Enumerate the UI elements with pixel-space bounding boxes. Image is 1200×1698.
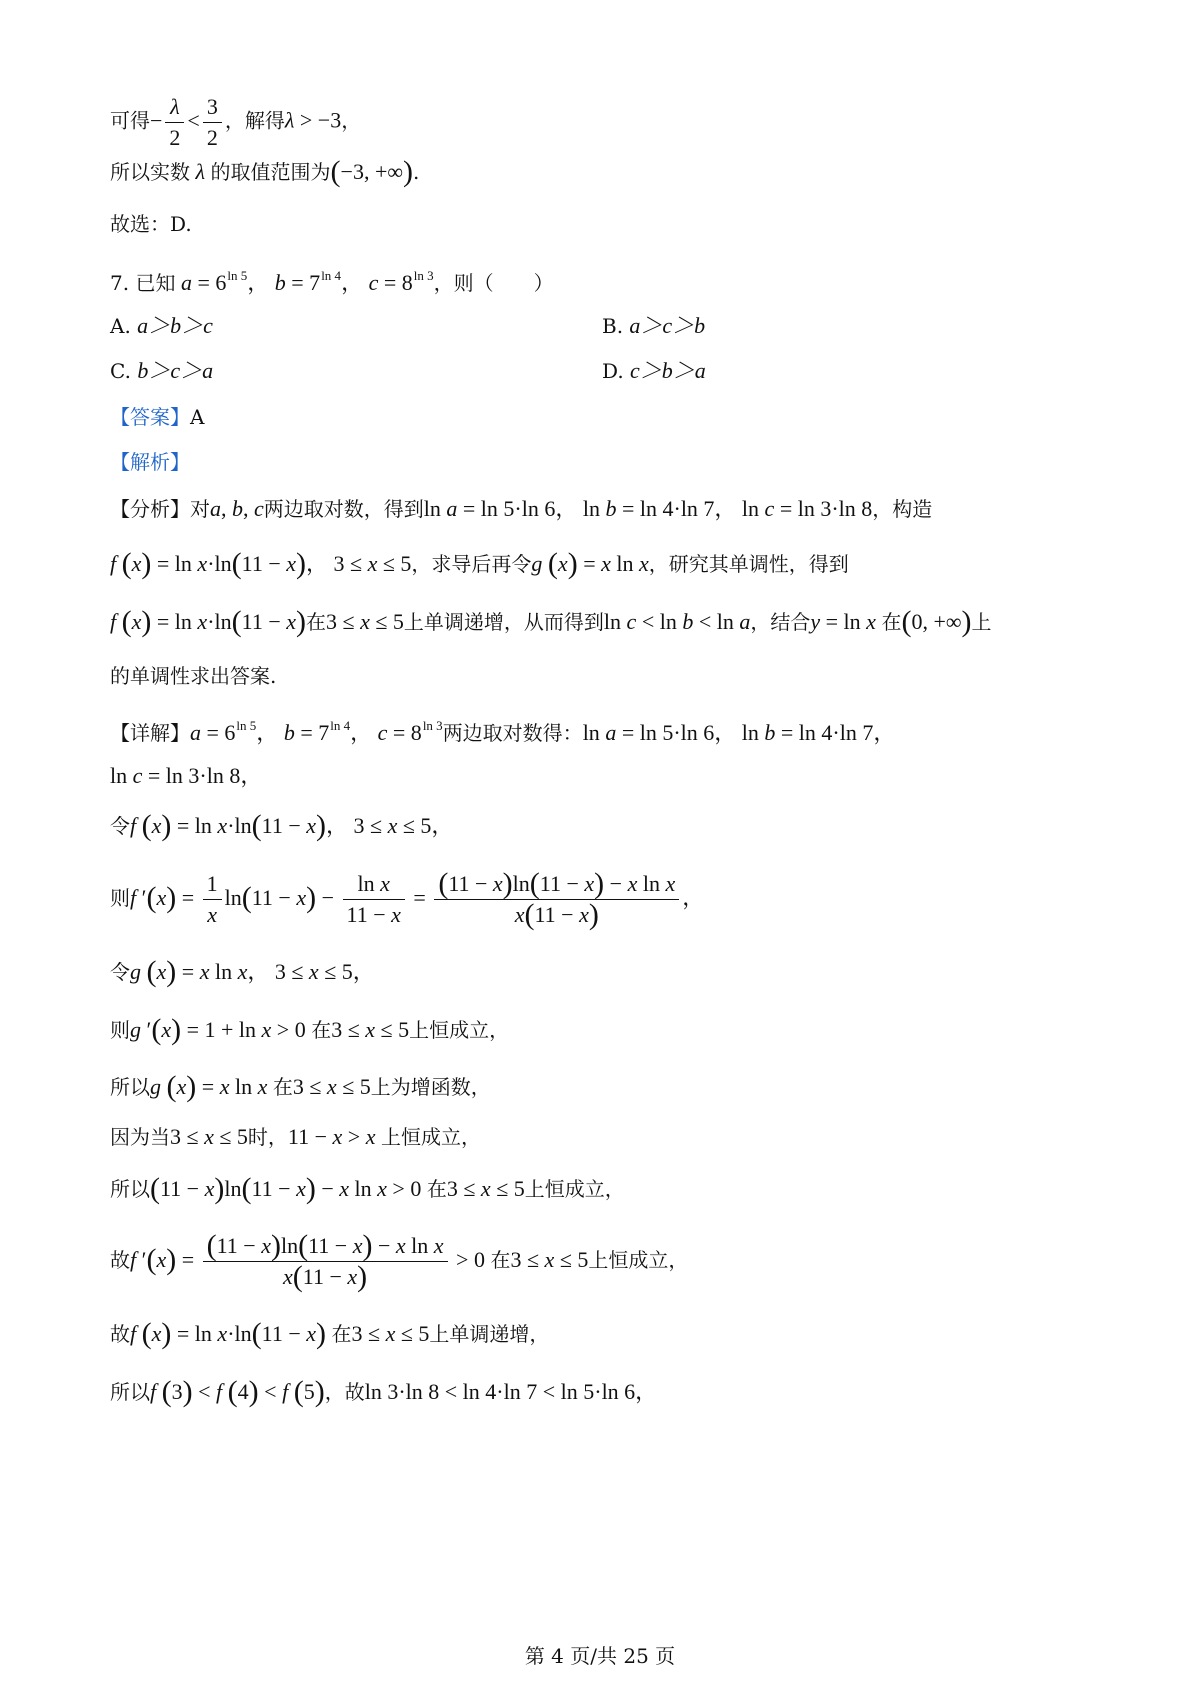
xiangjie-line-12: 所以f (3) < f (4) < f (5)，故ln 3·ln 8 < ln 4·ln 7 < ln 5·ln 6， <box>110 1375 658 1408</box>
xiangjie-line-10: 故f ′(x) = $\frac{\text{(11 − x)ln(11 − x) − x ln x}}{x(11 - x)}$ > 0 在3 ≤ x ≤ 5上恒成立， <box>110 1229 689 1294</box>
xiangjie-line-8: 因为当3 ≤ x ≤ 5时，11 − x > x 上恒成立， <box>110 1124 481 1149</box>
fenxi-line-3: f (x) = ln x·ln(11 − x)在3 ≤ x ≤ 5上单调递增，从而得到ln c < ln b < ln a，结合y = ln x 在(0, +∞)上 <box>110 605 992 638</box>
answer-line <box>110 403 204 431</box>
xiangjie-line-6: 则g ′(x) = 1 + ln x > 0 在3 ≤ x ≤ 5上恒成立， <box>110 1013 510 1046</box>
analysis-tag: 【解析】 <box>110 450 190 474</box>
option-c[interactable]: C. b＞c＞a <box>110 358 214 383</box>
option-d[interactable]: D. c＞b＞a <box>602 358 706 383</box>
option-a[interactable]: A. a＞b＞c <box>110 313 213 338</box>
xiangjie-line-4: 则f ′(x) = $\frac{1}{x}$ ln(11 − x) − $\frac{\text{ln x}}{11 - x}$ = $\frac{\text{(11 − x)ln(11 − x) − x ln x}}{x(11 - x)}$ ， <box>110 867 705 932</box>
line-2: 所以实数 λ 的取值范围为(−3, +∞). <box>110 155 420 188</box>
fenxi-line-1: 【分析】对a, b, c两边取对数，得到ln a = ln 5·ln 6， ln b = ln 4·ln 7， ln c = ln 3·ln 8，构造 <box>110 496 933 521</box>
answer-value: A <box>190 405 205 429</box>
fenxi-line-2: f (x) = ln x·ln(11 − x)， 3 ≤ x ≤ 5，求导后再令g (x) = x ln x，研究其单调性，得到 <box>110 547 849 580</box>
xiangjie-line-2: ln c = ln 3·ln 8， <box>110 763 263 788</box>
xiangjie-line-3: 令f (x) = ln x·ln(11 − x)， 3 ≤ x ≤ 5， <box>110 809 454 842</box>
answer-tag: 【答案】 <box>110 405 190 429</box>
fenxi-line-4: 的单调性求出答案. <box>110 664 277 688</box>
question-7: 7. 已知 $a = 6^{ln 5}$， $b = 7^{ln 4}$， $c = 8^{ln 3}$，则（ ） <box>110 268 554 295</box>
line-1: 可得− $\frac{\lambda}{2}$ < $\frac{3}{2}$ ，解得λ > −3， <box>110 94 362 150</box>
xiangjie-line-1: 【详解】$a = 6^{ln 5}$， $b = 7^{ln 4}$， $c = 8^{ln 3}$两边取对数得：ln a = ln 5·ln 6， ln b = ln 4·ln 7， <box>110 718 896 745</box>
xiangjie-line-9: 所以(11 − x)ln(11 − x) − x ln x > 0 在3 ≤ x ≤ 5上恒成立， <box>110 1172 625 1205</box>
option-b[interactable]: B. a＞c＞b <box>602 313 706 338</box>
xiangjie-line-7: 所以g (x) = x ln x 在3 ≤ x ≤ 5上为增函数， <box>110 1070 491 1103</box>
xiangjie-line-11: 故f (x) = ln x·ln(11 − x) 在3 ≤ x ≤ 5上单调递增， <box>110 1317 550 1350</box>
xiangjie-line-5: 令g (x) = x ln x， 3 ≤ x ≤ 5， <box>110 955 375 988</box>
line-3: 故选：D. <box>110 212 192 236</box>
page-footer: 第 4 页/共 25 页 <box>524 1644 676 1668</box>
